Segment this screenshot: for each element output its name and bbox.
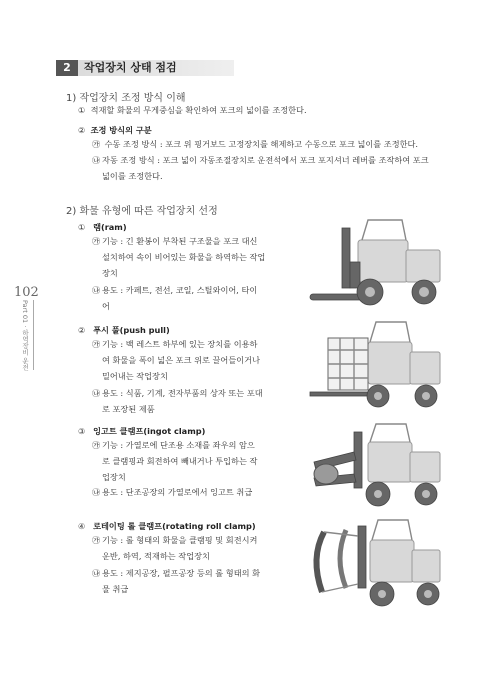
text-line: 용도 : 단조공장의 가열로에서 잉고트 취급 bbox=[102, 487, 253, 497]
part1-sub-a bbox=[92, 136, 482, 152]
sub-line: 자동 조정 방식 : 포크 넓이 자동조절장치로 운전석에서 포크 포지셔너 레버를 조작하여 포크 bbox=[102, 155, 429, 165]
ingot-clamp-use bbox=[92, 484, 310, 500]
text-line: 로 포장된 제품 bbox=[102, 404, 155, 414]
text-line: 어 bbox=[102, 301, 110, 311]
part-side-label: Part 01 · 하역장비 운전 bbox=[21, 300, 29, 371]
text-line: 로 클램핑과 회전하여 빼내거나 투입하는 작 bbox=[102, 456, 258, 466]
sub-line: 넓이를 조정한다. bbox=[102, 171, 163, 181]
text-line: 여 화물을 폭이 넓은 포크 위로 끌어들이거나 bbox=[102, 355, 260, 365]
text-line: 기능 : 롤 형태의 화물을 클램핑 및 회전시켜 bbox=[102, 535, 258, 545]
item-marker: ③ bbox=[78, 426, 86, 436]
part1-item1 bbox=[78, 102, 307, 118]
text-line: 용도 : 식품, 기계, 전자부품의 상자 또는 포대 bbox=[102, 388, 263, 398]
item-title: 푸시 풀(push pull) bbox=[93, 325, 170, 335]
item-title: 로테이팅 롤 클램프(rotating roll clamp) bbox=[93, 521, 256, 531]
ingot-clamp-function bbox=[92, 437, 310, 485]
sub-marker: ㉯ bbox=[92, 388, 101, 398]
roll-clamp-function bbox=[92, 532, 310, 564]
part2-heading: 2) 화물 유형에 따른 작업장치 선정 bbox=[66, 206, 218, 217]
item-marker: ② bbox=[78, 325, 86, 335]
push-pull-function bbox=[92, 336, 310, 384]
forklift-ingot-clamp-illustration bbox=[306, 422, 446, 510]
text-line: 용도 : 카페트, 전선, 코일, 스틸와이어, 타이 bbox=[102, 285, 258, 295]
item-title: 조정 방식의 구분 bbox=[90, 125, 152, 135]
part1-sub-b bbox=[92, 152, 487, 184]
sub-marker: ㉮ bbox=[92, 339, 101, 349]
sub-marker: ㉯ bbox=[92, 568, 101, 578]
ram-use bbox=[92, 282, 310, 314]
sub-marker: ㉯ bbox=[92, 155, 101, 165]
text-line: 밀어내는 작업장치 bbox=[102, 371, 168, 381]
text-line: 기능 : 가열로에 단조용 소재를 좌우의 암으 bbox=[102, 440, 255, 450]
ram-function bbox=[92, 233, 310, 281]
part1-heading: 1) 작업장치 조정 방식 이해 bbox=[66, 93, 186, 104]
sub-marker: ㉮ bbox=[92, 535, 101, 545]
forklift-push-pull-illustration bbox=[306, 320, 446, 412]
item-marker: ② bbox=[78, 125, 86, 135]
item-text: 적재할 화물의 무게중심을 확인하여 포크의 넓이를 조정한다. bbox=[90, 105, 307, 115]
text-line: 업장치 bbox=[102, 472, 126, 482]
sub-marker: ㉮ bbox=[92, 440, 101, 450]
item-marker: ① bbox=[78, 222, 86, 232]
text-line: 설치하여 속이 비어있는 화물을 하역하는 작업 bbox=[102, 252, 266, 262]
text-line: 용도 : 제지공장, 펄프공장 등의 롤 형태의 화 bbox=[102, 568, 261, 578]
item-marker: ④ bbox=[78, 521, 86, 531]
margin-divider bbox=[33, 300, 34, 370]
section-title: 작업장치 상태 점검 bbox=[84, 61, 177, 74]
text-line: 운반, 하역, 적재하는 작업장치 bbox=[102, 551, 210, 561]
text-line: 물 취급 bbox=[102, 584, 129, 594]
sub-marker: ㉯ bbox=[92, 487, 101, 497]
item-title: 램(ram) bbox=[93, 222, 127, 232]
item-title: 잉고트 클램프(ingot clamp) bbox=[93, 426, 206, 436]
text-line: 기능 : 백 레스트 하부에 있는 장치를 이용하 bbox=[102, 339, 258, 349]
section-number: 2 bbox=[56, 60, 78, 76]
text-line: 기능 : 긴 환봉이 부착된 구조물을 포크 대신 bbox=[102, 236, 258, 246]
sub-marker: ㉮ bbox=[92, 139, 101, 149]
roll-clamp-use bbox=[92, 565, 310, 597]
sub-marker: ㉮ bbox=[92, 236, 101, 246]
sub-marker: ㉯ bbox=[92, 285, 101, 295]
item-marker: ① bbox=[78, 105, 86, 115]
push-pull-use bbox=[92, 385, 310, 417]
forklift-roll-clamp-illustration bbox=[306, 518, 446, 610]
forklift-ram-illustration bbox=[306, 218, 446, 310]
text-line: 장치 bbox=[102, 268, 118, 278]
sub-line: 수동 조정 방식 : 포크 위 핑거보드 고정장치를 해제하고 수동으로 포크 넓이를 조정한다. bbox=[104, 139, 419, 149]
page-number: 102 bbox=[14, 285, 39, 300]
